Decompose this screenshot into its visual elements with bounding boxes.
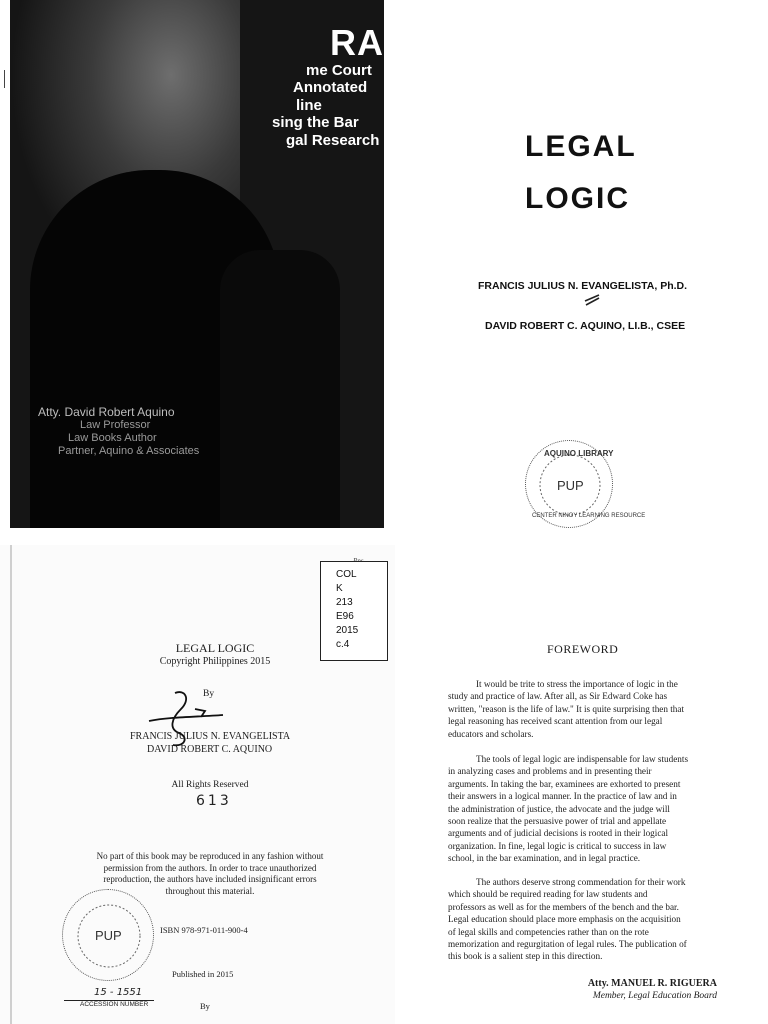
notice-line-2: permission from the authors. In order to trace unauthorized: [103, 862, 317, 873]
back-cover-page: [10, 0, 384, 528]
cover-tagline-4: sing the Bar: [272, 114, 359, 131]
cover-bio-line-3: Partner, Aquino & Associates: [58, 445, 200, 457]
call-number-line-2: K: [336, 583, 343, 594]
cover-bio-line-1: Law Professor: [80, 419, 151, 431]
copyright-author-1: FRANCIS JULIUS N. EVANGELISTA: [130, 731, 291, 742]
foreword-signatory: Atty. MANUEL R. RIGUERA: [587, 978, 717, 989]
library-stamp-center-text: PUP: [557, 478, 584, 493]
accession-number-label: ACCESSION NUMBER: [80, 1001, 149, 1008]
all-rights-reserved: All Rights Reserved: [171, 780, 249, 790]
library-stamp-bottom-text: CENTER NINOY LEARNING RESOURCE: [532, 513, 646, 519]
copyright-by: By: [203, 689, 215, 699]
foreword-paragraph-3: [448, 876, 718, 963]
library-stamp-2-center-text: PUP: [95, 928, 122, 943]
call-number-line-3: 213: [336, 597, 353, 608]
foreword-p3-line-1: The authors deserve strong commendation for their work: [476, 877, 686, 887]
foreword-page: [395, 545, 768, 1024]
foreword-heading: FOREWORD: [547, 642, 619, 656]
foreword-paragraph-1: [448, 678, 718, 740]
foreword-p3-line-3: professors as well as for the members of the bench and the bar.: [448, 901, 679, 912]
isbn: ISBN 978-971-011-900-4: [160, 925, 248, 935]
cover-headline: RA: [330, 22, 384, 63]
foreword-p2-line-7: arguments and of judicial decisions is rooted in their logical: [448, 828, 669, 839]
foreword-signatory-title: Member, Legal Education Board: [592, 991, 717, 1001]
copyright-line: Copyright Philippines 2015: [159, 656, 271, 667]
cover-tagline-3: line: [296, 97, 322, 114]
foreword-p1-line-2: study and practice of law. After all, as Sir Edward Coke has: [448, 691, 668, 702]
foreword-p2-line-8: organization. In fine, legal logic is critical to success in law: [448, 840, 667, 851]
foreword-p3-line-2: which should be required reading for law students and: [448, 889, 648, 900]
cover-tagline-1: me Court: [306, 62, 372, 79]
cover-bio-line-2: Law Books Author: [68, 432, 157, 444]
notice-line-3: reproduction, the authors have included insignificant errors: [103, 874, 317, 884]
call-number-line-4: E96: [336, 611, 354, 622]
author-1: FRANCIS JULIUS N. EVANGELISTA, Ph.D.: [478, 280, 688, 292]
copyright-book-title: LEGAL LOGIC: [175, 641, 255, 655]
book-title-line-1: LEGAL: [525, 130, 637, 163]
foreword-p1-line-4: legal reasoning has received scant attention from our legal: [448, 716, 663, 727]
author-photo-arm: [220, 250, 340, 528]
call-number-label: [320, 561, 388, 661]
foreword-p2-line-1: The tools of legal logic are indispensable for law students: [476, 754, 689, 764]
foreword-p3-line-7: this book is a salient step in this direction.: [448, 951, 603, 962]
foreword-p2-line-4: their answers in a logical manner. In the practice of law and in: [448, 791, 677, 802]
library-stamp-top-text: AQUINO LIBRARY: [544, 449, 614, 458]
copyright-page: [0, 545, 395, 1024]
published-year: Published in 2015: [172, 969, 234, 979]
foreword-p2-line-6: soon realize that the persuasive power of trial and appellate: [448, 816, 667, 827]
handwritten-mark-icon: [583, 292, 601, 306]
copyright-by-bottom: By: [200, 1001, 210, 1011]
notice-line-4: throughout this material.: [165, 885, 255, 896]
handwritten-copy-number: 613: [196, 793, 232, 809]
author-2: DAVID ROBERT C. AQUINO, LI.B., CSEE: [485, 320, 686, 332]
accession-number-handwritten: 15 - 1551: [94, 987, 143, 998]
foreword-p1-line-1: It would be trite to stress the importance of logic in the: [476, 679, 678, 689]
foreword-p1-line-3: written, "reason is the life of law." It is quite surprising then that: [448, 703, 685, 714]
cover-tagline-2: Annotated: [293, 79, 368, 96]
call-number-line-1: COL: [336, 569, 357, 580]
library-stamp-2: [62, 889, 154, 981]
foreword-p3-line-4: Legal education should place more emphasis on the acquisition: [448, 914, 681, 925]
foreword-p3-line-5: of legal skills and competencies rather than on the rote: [448, 926, 649, 937]
foreword-p2-line-9: school, in the bar examination, and in legal practice.: [448, 853, 641, 864]
call-number-line-5: 2015: [336, 625, 359, 636]
foreword-p3-line-6: memorization and regurgitation of legal rules. The publication of: [448, 939, 687, 950]
library-stamp: [525, 440, 646, 528]
foreword-p2-line-3: arguments. In taking the bar, examinees are exhorted to present: [448, 778, 681, 789]
title-page: [395, 0, 768, 540]
notice-line-1: No part of this book may be reproduced in any fashion without: [96, 851, 324, 861]
foreword-p1-line-5: educators and scholars.: [448, 728, 534, 739]
copyright-author-2: DAVID ROBERT C. AQUINO: [147, 744, 273, 755]
foreword-p2-line-5: the administration of justice, the advocate and the judge will: [448, 803, 670, 814]
call-number-line-6: c.4: [336, 639, 350, 650]
page-gutter-shadow: [10, 545, 12, 1024]
page-edge-mark: [4, 70, 5, 88]
book-title-line-2: LOGIC: [525, 182, 630, 215]
cover-bio-name: Atty. David Robert Aquino: [38, 405, 175, 419]
foreword-p2-line-2: in analyzing cases and problems and in presenting their: [448, 766, 652, 777]
cover-tagline-5: gal Research: [286, 132, 380, 149]
foreword-paragraph-2: [448, 753, 718, 865]
